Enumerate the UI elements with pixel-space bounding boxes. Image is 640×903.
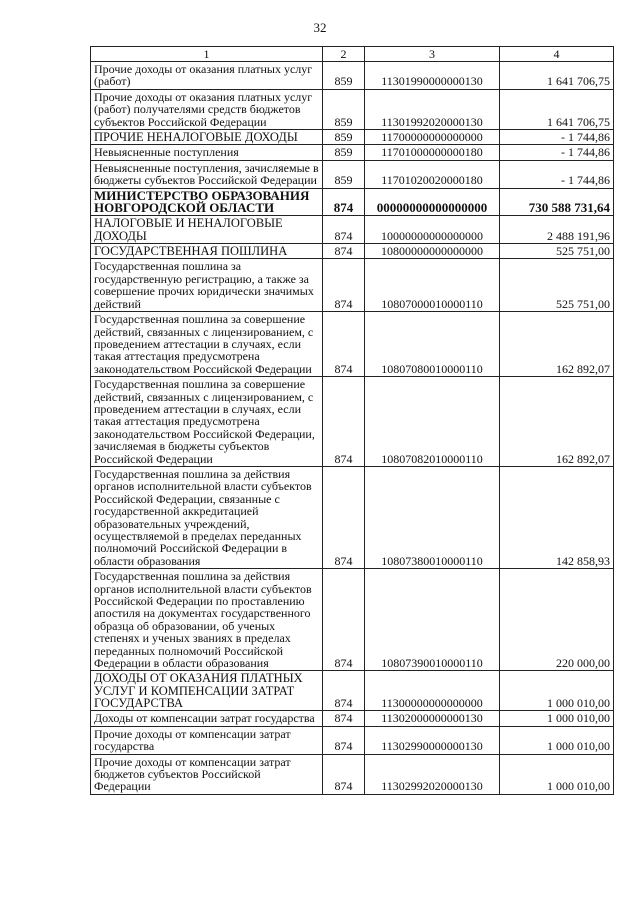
table-row: [91, 89, 614, 129]
row-admin-code: 874: [323, 259, 365, 312]
header-col-2: 2: [323, 47, 365, 62]
row-amount: 220 000,00: [500, 569, 614, 671]
table-header-row: [91, 47, 614, 62]
row-amount: 1 000 010,00: [500, 754, 614, 794]
table-row: [91, 216, 614, 244]
row-amount: - 1 744,86: [500, 160, 614, 188]
row-name: МИНИСТЕРСТВО ОБРАЗОВАНИЯ НОВГОРОДСКОЙ ОБЛАСТИ: [91, 188, 323, 216]
row-name: ПРОЧИЕ НЕНАЛОГОВЫЕ ДОХОДЫ: [91, 130, 323, 145]
row-admin-code: 859: [323, 89, 365, 129]
table-row: [91, 754, 614, 794]
row-amount: 162 892,07: [500, 312, 614, 377]
row-name: Прочие доходы от компенсации затрат бюджетов субъектов Российской Федерации: [91, 754, 323, 794]
row-admin-code: 859: [323, 130, 365, 145]
page-number: 32: [313, 20, 327, 35]
row-budget-code: 11302000000000130: [365, 711, 500, 726]
row-name: Государственная пошлина за совершение действий, связанных с лицензированием, с проведением аттестации в случаях, если такая аттестация предусмотрена законодательством Российской Федерации, зачисляемая в бюджеты субъектов Российской Федерации: [91, 377, 323, 467]
row-admin-code: 859: [323, 62, 365, 90]
header-col-3: 3: [365, 47, 500, 62]
row-admin-code: 859: [323, 145, 365, 160]
row-name: Прочие доходы от компенсации затрат государства: [91, 726, 323, 754]
row-amount: 525 751,00: [500, 244, 614, 259]
table-row: [91, 130, 614, 145]
row-admin-code: 859: [323, 160, 365, 188]
row-name: Государственная пошлина за действия органов исполнительной власти субъектов Российской Федерации, связанные с государственной аккредитацией образовательных учреждений, осуществляемой в пределах переданных полномочий Российской Федерации в области образования: [91, 466, 323, 568]
header-col-4: 4: [500, 47, 614, 62]
row-name: НАЛОГОВЫЕ И НЕНАЛОГОВЫЕ ДОХОДЫ: [91, 216, 323, 244]
row-admin-code: 874: [323, 726, 365, 754]
row-budget-code: 10807390010000110: [365, 569, 500, 671]
row-budget-code: 11701020020000180: [365, 160, 500, 188]
row-admin-code: 874: [323, 671, 365, 711]
row-amount: 1 000 010,00: [500, 711, 614, 726]
table-row: [91, 377, 614, 467]
row-budget-code: 11302992020000130: [365, 754, 500, 794]
row-name: ГОСУДАРСТВЕННАЯ ПОШЛИНА: [91, 244, 323, 259]
row-admin-code: 874: [323, 188, 365, 216]
row-admin-code: 874: [323, 244, 365, 259]
row-admin-code: 874: [323, 569, 365, 671]
row-budget-code: 11700000000000000: [365, 130, 500, 145]
table-row: [91, 160, 614, 188]
row-budget-code: 11300000000000000: [365, 671, 500, 711]
row-budget-code: 10807000010000110: [365, 259, 500, 312]
row-admin-code: 874: [323, 312, 365, 377]
row-budget-code: 11301990000000130: [365, 62, 500, 90]
row-amount: - 1 744,86: [500, 145, 614, 160]
row-name: Государственная пошлина за совершение действий, связанных с лицензированием, с проведением аттестации в случаях, если такая аттестация предусмотрена законодательством Российской Федерации: [91, 312, 323, 377]
table-row: [91, 62, 614, 90]
row-admin-code: 874: [323, 466, 365, 568]
row-amount: 162 892,07: [500, 377, 614, 467]
row-admin-code: 874: [323, 216, 365, 244]
row-budget-code: 10000000000000000: [365, 216, 500, 244]
row-name: Прочие доходы от оказания платных услуг (работ) получателями средств бюджетов субъектов Российской Федерации: [91, 89, 323, 129]
table-row: [91, 259, 614, 312]
row-amount: 1 641 706,75: [500, 89, 614, 129]
table-row: [91, 466, 614, 568]
row-amount: 525 751,00: [500, 259, 614, 312]
row-amount: - 1 744,86: [500, 130, 614, 145]
table-row: [91, 671, 614, 711]
table-row: [91, 312, 614, 377]
row-budget-code: 00000000000000000: [365, 188, 500, 216]
row-name: Невыясненные поступления: [91, 145, 323, 160]
row-amount: 1 641 706,75: [500, 62, 614, 90]
row-budget-code: 11301992020000130: [365, 89, 500, 129]
header-col-1: 1: [91, 47, 323, 62]
row-budget-code: 10807380010000110: [365, 466, 500, 568]
table-row: [91, 726, 614, 754]
row-amount: 1 000 010,00: [500, 726, 614, 754]
revenue-table: [90, 46, 614, 795]
row-amount: 2 488 191,96: [500, 216, 614, 244]
table-row-ministry-total: [91, 188, 614, 216]
row-name: Государственная пошлина за действия органов исполнительной власти субъектов Российской Федерации по проставлению апостиля на документах государственного образца об образовании, об ученых степенях и ученых званиях в пределах переданных полномочий Российской Федерации в области образования: [91, 569, 323, 671]
row-name: Доходы от компенсации затрат государства: [91, 711, 323, 726]
row-admin-code: 874: [323, 711, 365, 726]
row-budget-code: 10807080010000110: [365, 312, 500, 377]
row-budget-code: 11302990000000130: [365, 726, 500, 754]
row-amount: 730 588 731,64: [500, 188, 614, 216]
row-name: Невыясненные поступления, зачисляемые в бюджеты субъектов Российской Федерации: [91, 160, 323, 188]
row-admin-code: 874: [323, 377, 365, 467]
table-row: [91, 711, 614, 726]
table-row: [91, 145, 614, 160]
table-row: [91, 569, 614, 671]
table-row: [91, 244, 614, 259]
row-name: Государственная пошлина за государственную регистрацию, а также за совершение прочих юридически значимых действий: [91, 259, 323, 312]
row-name: Прочие доходы от оказания платных услуг (работ): [91, 62, 323, 90]
row-budget-code: 11701000000000180: [365, 145, 500, 160]
row-name: ДОХОДЫ ОТ ОКАЗАНИЯ ПЛАТНЫХ УСЛУГ И КОМПЕНСАЦИИ ЗАТРАТ ГОСУДАРСТВА: [91, 671, 323, 711]
row-admin-code: 874: [323, 754, 365, 794]
row-budget-code: 10807082010000110: [365, 377, 500, 467]
row-amount: 1 000 010,00: [500, 671, 614, 711]
row-amount: 142 858,93: [500, 466, 614, 568]
row-budget-code: 10800000000000000: [365, 244, 500, 259]
